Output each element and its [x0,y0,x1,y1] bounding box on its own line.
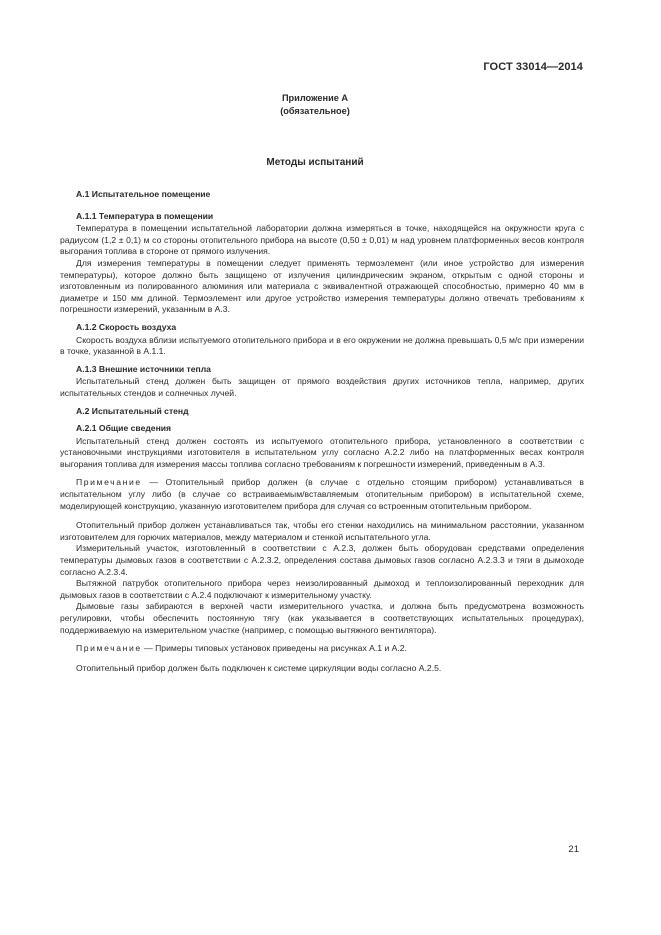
paragraph-a1-2-1: Скорость воздуха вблизи испытуемого отопительного прибора и в его окружении не должна превышать 0,5 м/с при измерении в точке, указанной в А.1.1. [60,334,584,357]
note-2 [60,643,584,655]
note-1 [60,477,584,512]
note-label: Примечание [76,477,142,488]
paragraph-a2-1-3: Измерительный участок, изготовленный в соответствии с А.2.3, должен быть оборудован средствами определения температуры дымовых газов в соответствии с А.2.3.2, определения состава дымовых газов согласно А.2.3.3 и тяги в дымоходе согласно А.2.3.4. [60,543,584,577]
heading-a2: А.2 Испытательный стенд [76,405,189,416]
note-1-text: — Отопительный прибор должен (в случае с отдельно стоящим прибором) устанавливаться в испытательном углу либо (в случае со встраиваемым/вставляемым отопительным прибором) в испытательной схеме, моделирующей конструкцию, указанную изготовителем прибора для случая со встроенным отопительным прибором. [60,477,584,511]
note-2-text: — Примеры типовых установок приведены на рисунках А.1 и А.2. [141,643,407,654]
note-label: Примечание [76,643,142,654]
heading-a1: А.1 Испытательное помещение [76,189,211,199]
document-code: ГОСТ 33014—2014 [483,61,583,73]
heading-a1-1: А.1.1 Температура в помещении [76,210,214,221]
document-body [60,186,584,674]
page-number: 21 [568,844,579,855]
heading-a1-3: А.1.3 Внешние источники тепла [76,363,211,374]
paragraph-a2-1-2: Отопительный прибор должен устанавливаться так, чтобы его стенки находились на минимальном расстоянии, указанном изготовителем для горючих материалов, между материалом и стенкой испытательного угла. [60,520,584,542]
heading-a1-2: А.1.2 Скорость воздуха [76,321,177,332]
paragraph-a2-1-6: Отопительный прибор должен быть подключен к системе циркуляции воды согласно А.2.5. [76,662,442,673]
paragraph-a2-1-4: Вытяжной патрубок отопительного прибора через неизолированный дымоход и теплоизолированный переходник для дымовых газов в соответствии с А.2.4 подключают к измерительному участку. [60,578,584,600]
paragraph-a1-1-2: Для измерения температуры в помещении следует применять термоэлемент (или иное устройство для измерения температуры), которое должно быть защищено от излучения цилиндрическим экраном, открытым с одной стороны и изготовленным из полированного алюминия или материала с эквивалентной отражающей способностью, примерно 40 мм в диаметре и 150 мм длиной. Термоэлемент или другое устройство измерения температуры должно отвечать требованиям к погрешности измерений, указанным в А.3. [60,257,584,315]
paragraph-a1-3-1: Испытательный стенд должен быть защищен от прямого воздействия других источников тепла, например, других испытательных стендов и солнечных лучей. [60,376,584,398]
paragraph-a1-1-1: Температура в помещении испытательной лаборатории должна измеряться в точке, находящейся на окружности круга с радиусом (1,2 ± 0,1) м со стороны отопительного прибора на высоте (0,50 ± 0,01) м над уровнем платформенных весов контроля выгорания топлива в стороне от прямого излучения. [60,223,584,257]
annex-status: (обязательное) [280,106,350,116]
annex-heading [0,92,630,118]
paragraph-a2-1-1: Испытательный стенд должен состоять из испытуемого отопительного прибора, установленного в соответствии с установочными инструкциями изготовителя в испытательном углу согласно А.2.2 либо на платформенных весах контроля выгорания топлива для измерения массы топлива согласно требованиям к погрешности измерений, приведенным в А.3. [60,435,584,469]
heading-a2-1: А.2.1 Общие сведения [76,423,172,434]
annex-title: Приложение А [281,93,349,103]
section-main-title: Методы испытаний [266,157,364,168]
paragraph-a2-1-5: Дымовые газы забираются в верхней части измерительного участка, и должна быть предусмотрена возможность регулировки, чтобы обеспечить постоянную тягу (как указывается в соответствующих испытательных процедурах), поддерживаемую на измерительном участке (например, с помощью вытяжного вентилятора). [60,601,584,635]
